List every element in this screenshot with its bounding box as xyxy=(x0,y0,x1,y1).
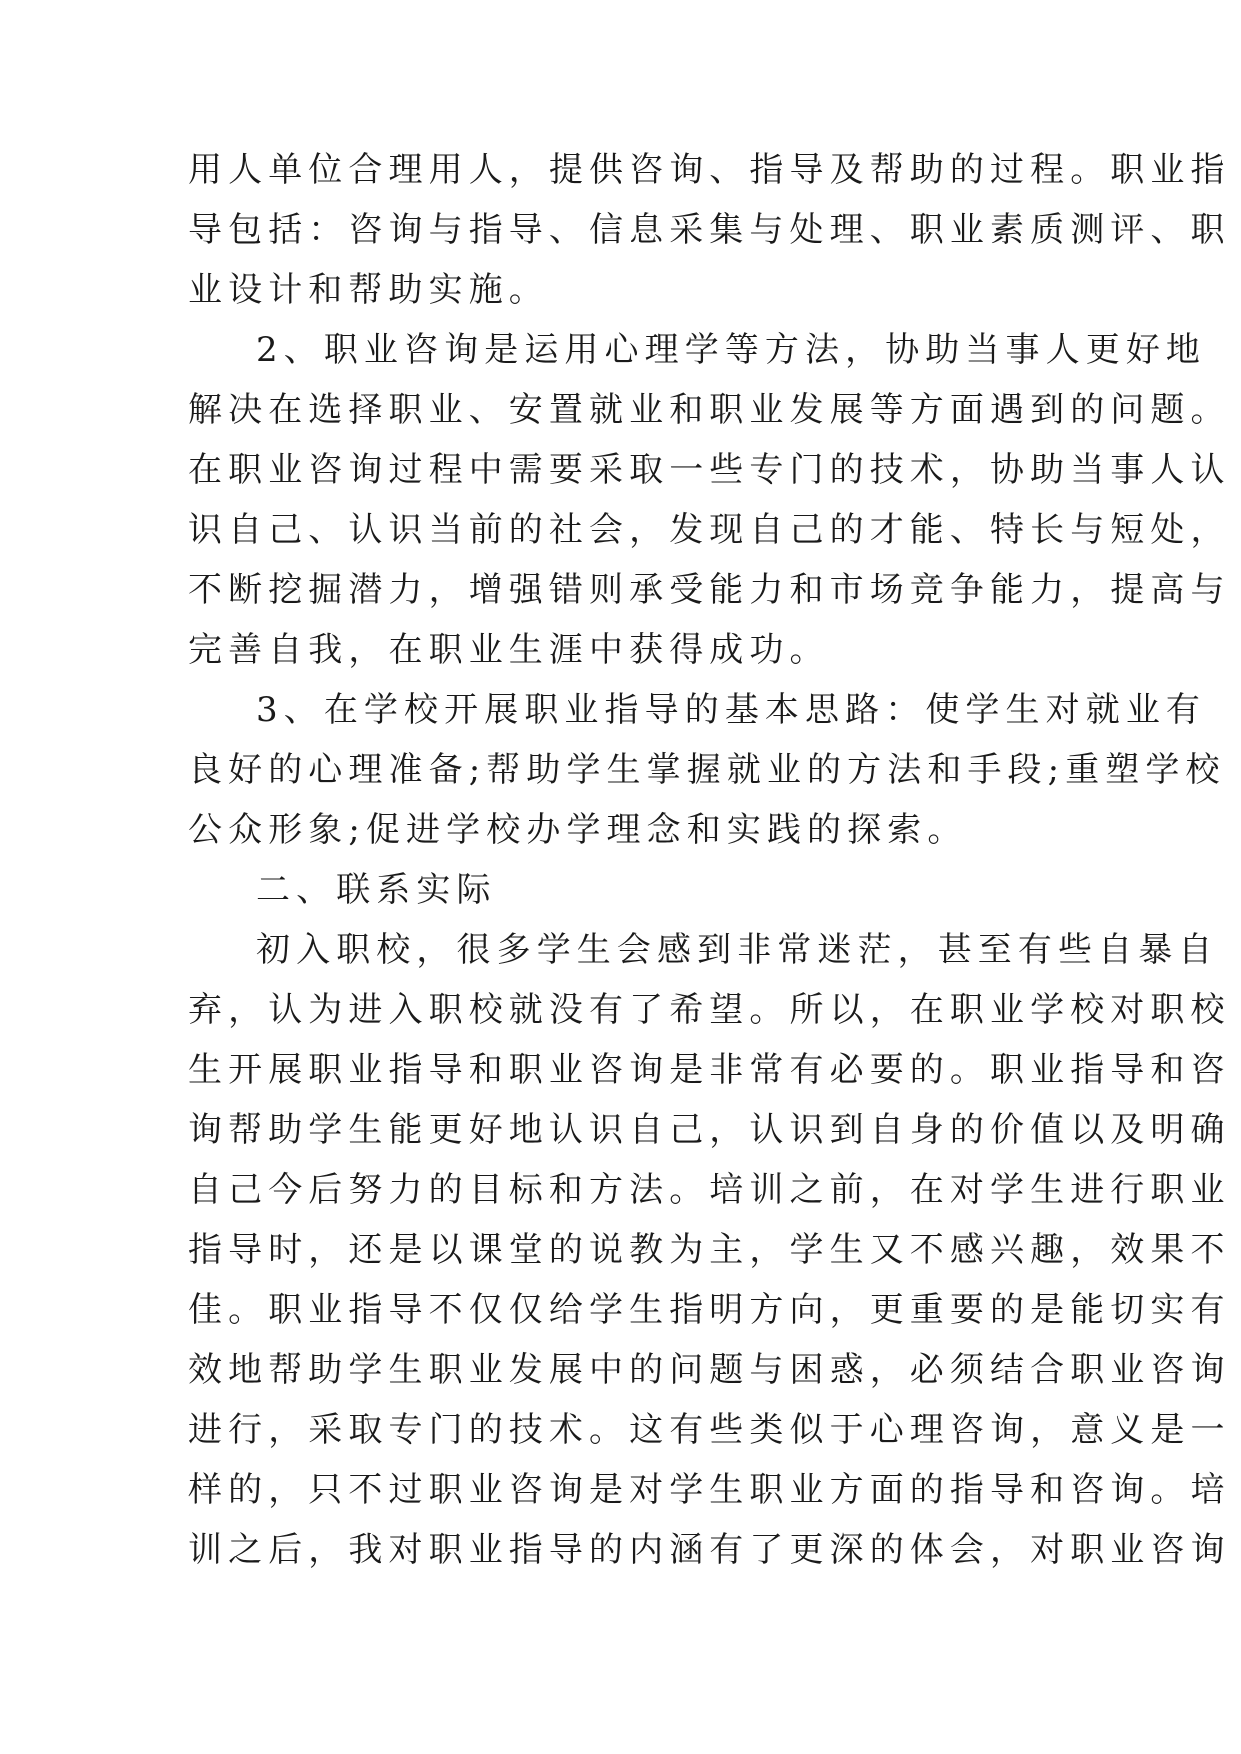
text-line: 导包括：咨询与指导、信息采集与处理、职业素质测评、职 xyxy=(188,210,1231,250)
text-line: 识自己、认识当前的社会，发现自己的才能、特长与短处， xyxy=(188,510,1231,550)
text-line: 在职业咨询过程中需要采取一些专门的技术，协助当事人认 xyxy=(188,450,1231,490)
text-line: 业设计和帮助实施。 xyxy=(188,270,549,310)
text-line: 不断挖掘潜力，增强错则承受能力和市场竞争能力，提高与 xyxy=(188,570,1231,610)
text-line: 3、在学校开展职业指导的基本思路：使学生对就业有 xyxy=(256,690,1207,730)
text-line: 训之后，我对职业指导的内涵有了更深的体会，对职业咨询 xyxy=(188,1530,1231,1570)
text-line: 公众形象;促进学校办学理念和实践的探索。 xyxy=(188,810,968,850)
text-line: 佳。职业指导不仅仅给学生指明方向，更重要的是能切实有 xyxy=(188,1290,1231,1330)
text-line: 良好的心理准备;帮助学生掌握就业的方法和手段;重塑学校 xyxy=(188,750,1226,790)
text-line: 指导时，还是以课堂的说教为主，学生又不感兴趣，效果不 xyxy=(188,1230,1231,1270)
text-line: 完善自我，在职业生涯中获得成功。 xyxy=(188,630,830,670)
text-line: 进行，采取专门的技术。这有些类似于心理咨询，意义是一 xyxy=(188,1410,1231,1450)
text-line: 询帮助学生能更好地认识自己，认识到自身的价值以及明确 xyxy=(188,1110,1231,1150)
section-heading: 二、联系实际 xyxy=(256,870,497,910)
text-line: 弃，认为进入职校就没有了希望。所以，在职业学校对职校 xyxy=(188,990,1231,1030)
text-line: 生开展职业指导和职业咨询是非常有必要的。职业指导和咨 xyxy=(188,1050,1231,1090)
text-line: 用人单位合理用人，提供咨询、指导及帮助的过程。职业指 xyxy=(188,150,1231,190)
text-line: 样的，只不过职业咨询是对学生职业方面的指导和咨询。培 xyxy=(188,1470,1231,1510)
text-line: 初入职校，很多学生会感到非常迷茫，甚至有些自暴自 xyxy=(256,930,1219,970)
text-line: 2、职业咨询是运用心理学等方法，协助当事人更好地 xyxy=(256,330,1207,370)
text-line: 自己今后努力的目标和方法。培训之前，在对学生进行职业 xyxy=(188,1170,1231,1210)
text-line: 解决在选择职业、安置就业和职业发展等方面遇到的问题。 xyxy=(188,390,1231,430)
text-line: 效地帮助学生职业发展中的问题与困惑，必须结合职业咨询 xyxy=(188,1350,1231,1390)
